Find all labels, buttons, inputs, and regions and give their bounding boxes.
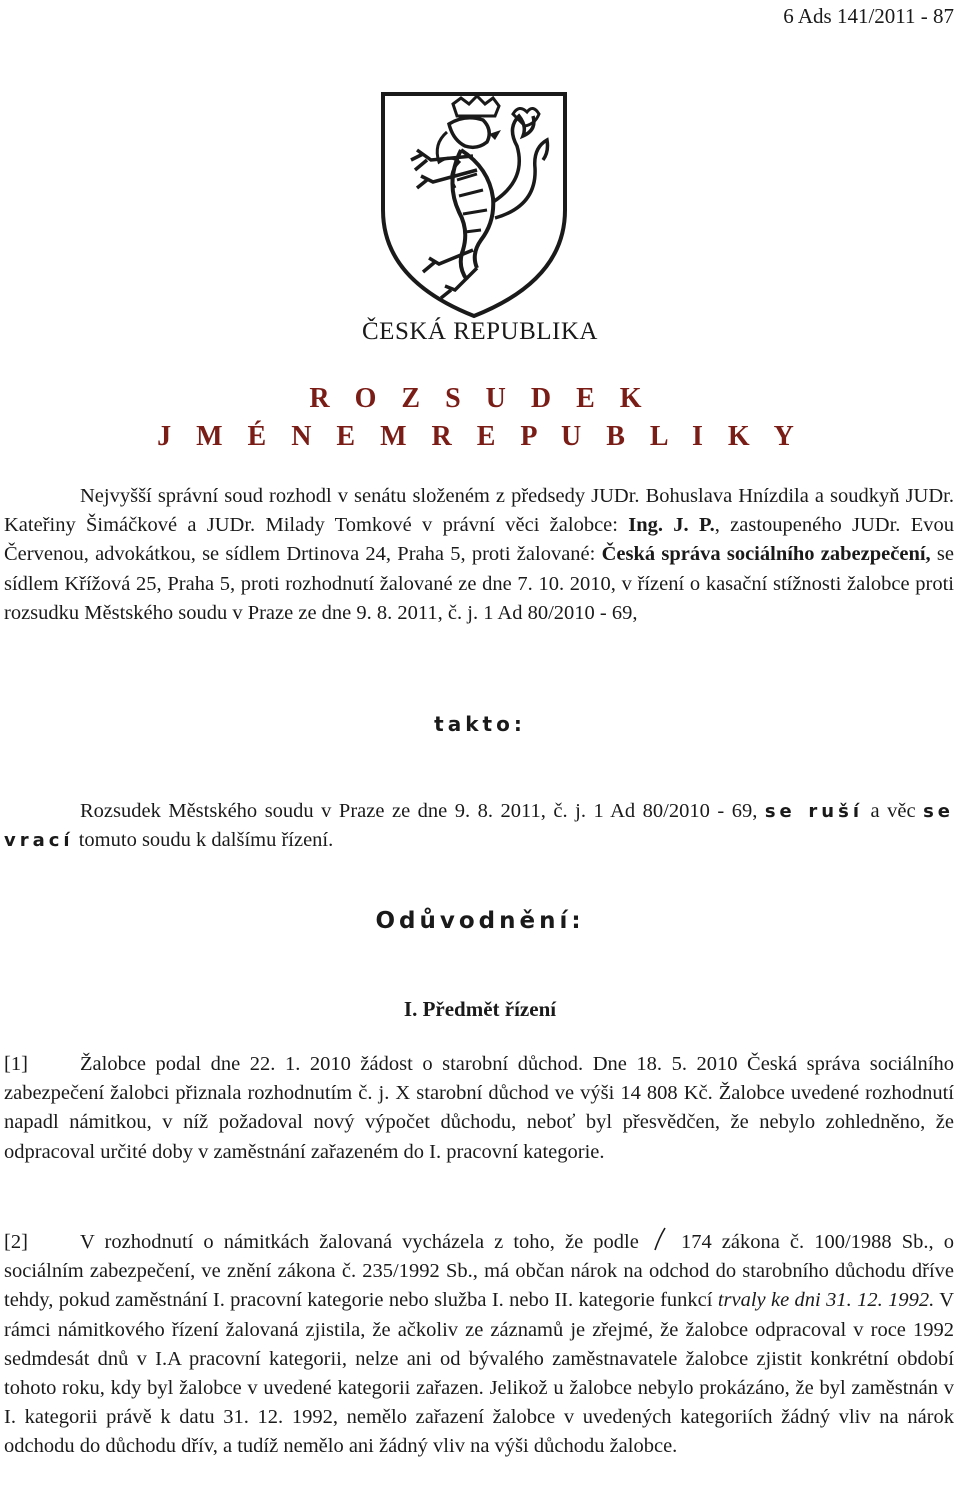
ruling-returned: se vrací	[4, 801, 954, 852]
intro-paragraph	[4, 482, 954, 628]
paragraph-2	[4, 1226, 954, 1462]
ruling-annulled: se ruší	[764, 801, 863, 822]
takto-heading: takto:	[434, 712, 526, 736]
ruling-text-2: a věc	[863, 800, 924, 822]
case-number: 6 Ads 141/2011 - 87	[783, 4, 954, 28]
verdict-title-line1: R O Z S U D E K	[309, 383, 651, 414]
section-title-subject: I. Předmět řízení	[403, 997, 557, 1021]
paragraph-2-text-1: V rozhodnutí o námitkách žalovaná vycházela z toho, že podle	[80, 1231, 649, 1253]
section-sign-icon	[649, 1226, 671, 1248]
paragraph-2-italic: trvaly ke dni 31. 12. 1992.	[717, 1289, 935, 1312]
intro-text-2: , zastoupeného JUDr. Evou Červenou, advokátkou, se sídlem Drtinova 24, Praha 5, proti žalované:	[4, 514, 954, 566]
verdict-title	[0, 380, 960, 456]
intro-text-1: Nejvyšší správní soud rozhodl v senátu složeném z předsedy JUDr. Bohuslava Hnízdila a soudkyň JUDr. Kateřiny Šimáčkové a JUDr. Milady Tomkové v právní věci žalobce:	[4, 485, 954, 537]
verdict-title-line2: J M É N E M R E P U B L I K Y	[157, 421, 803, 452]
ruling-text-3: tomuto soudu k dalšímu řízení.	[73, 829, 334, 852]
defendant-name: Česká správa sociálního zabezpečení,	[601, 543, 931, 566]
paragraph-number: [2]	[4, 1231, 28, 1253]
ruling-text-1: Rozsudek Městského soudu v Praze ze dne 9. 8. 2011, č. j. 1 Ad 80/2010 - 69,	[80, 800, 765, 822]
reasoning-heading: Odůvodnění:	[375, 908, 585, 934]
paragraph-number: [1]	[4, 1053, 28, 1075]
country-heading: ČESKÁ REPUBLIKA	[362, 318, 598, 345]
paragraph-2-text-3: V rámci námitkového řízení žalovaná zjistila, že ačkoliv ze záznamů je zřejmé, že žalobce odpracoval v roce 1992 sedmdesát dnů v I.A pracovní kategorii, nelze ani od bývalého zaměstnavatele žalobce zjistit konkrétní období tohoto roku, kdy byl žalobce v uvedené kategorii zařazen. Jelikož u žalobce nebylo prokázáno, že byl zaměstnán v I. kategorii právě k datu 31. 12. 1992, nemělo zařazení žalobce v uvedených kategoriích žádný vliv na nárok odchodu do důchodu dřív, a tudíž nemělo ani žádný vliv na výši důchodu žalobce.	[4, 1289, 954, 1458]
intro-text-3: se sídlem Křížová 25, Praha 5, proti rozhodnutí žalované ze dne 7. 10. 2010, v řízení o kasační stížnosti žalobce proti rozsudku Městského soudu v Praze ze dne 9. 8. 2011, č. j. 1 Ad 80/2010 - 69,	[4, 543, 955, 624]
czech-lion-coat-of-arms-icon	[377, 90, 571, 320]
ruling-paragraph	[4, 797, 954, 855]
paragraph-1-text: Žalobce podal dne 22. 1. 2010 žádost o starobní důchod. Dne 18. 5. 2010 Česká správa sociálního zabezpečení žalobci přiznala rozhodnutím č. j. X starobní důchod ve výši 14 808 Kč. Žalobce uvedené rozhodnutí napadl námitkou, v níž požadoval nový výpočet důchodu, neboť byl přesvědčen, že nebylo zohledněno, že odpracoval určité doby v zaměstnání zařazeném do I. pracovní kategorie.	[4, 1053, 954, 1163]
paragraph-2-text-2: 174 zákona č. 100/1988 Sb., o sociálním zabezpečení, ve znění zákona č. 235/1992 Sb., má občan nárok na odchod do starobního důchodu dříve tehdy, pokud zaměstnání I. pracovní kategorie nebo služba I. nebo II. kategorie funkcí	[4, 1231, 954, 1312]
plaintiff-name: Ing. J. P.	[628, 514, 715, 537]
paragraph-1	[4, 1050, 954, 1167]
